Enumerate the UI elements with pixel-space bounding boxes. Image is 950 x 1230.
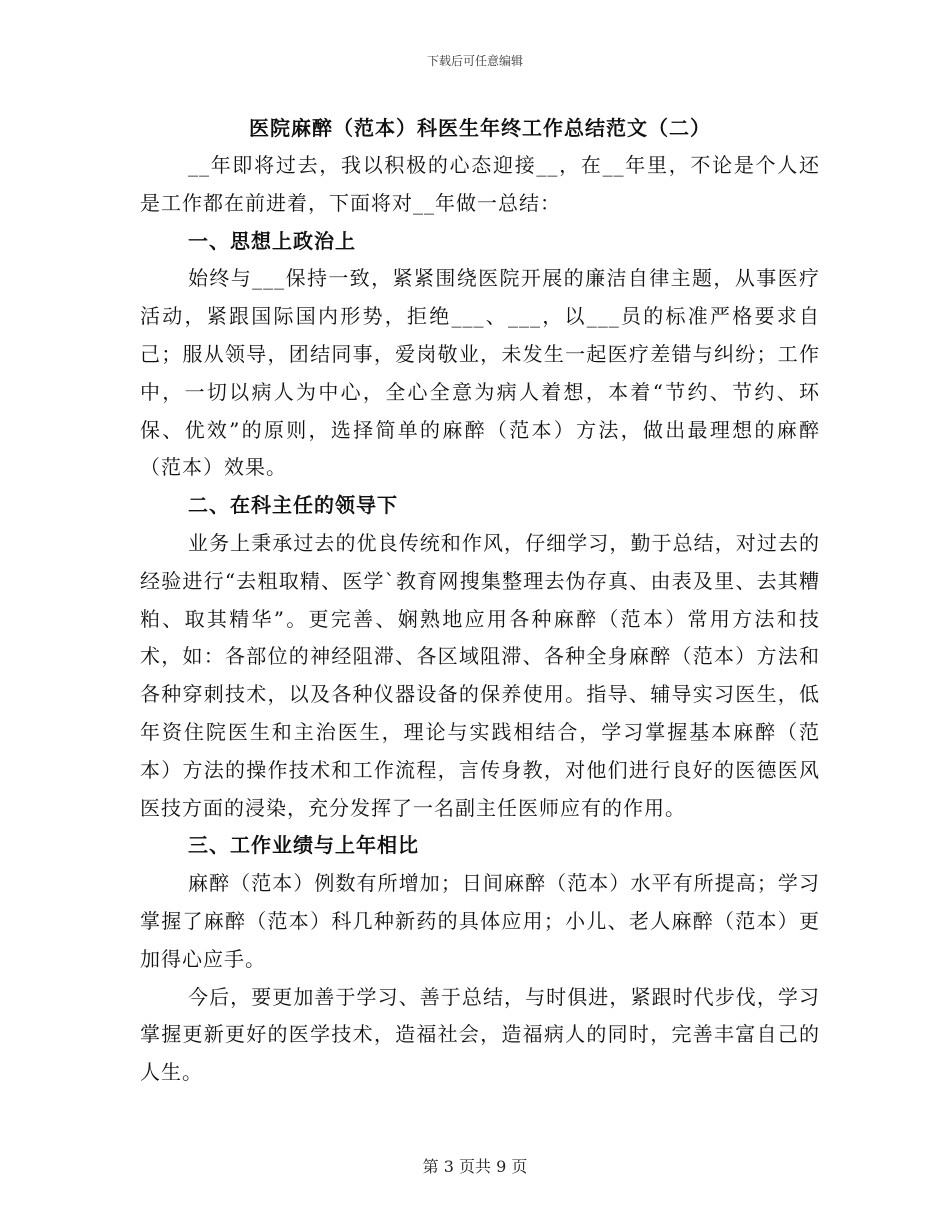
document-body — [140, 110, 820, 1092]
section-3-paragraph-2: 今后，要更加善于学习、善于总结，与时俱进，紧跟时代步伐，学习掌握更新更好的医学技术，造福社会，造福病人的同时，完善丰富自己的人生。 — [140, 984, 820, 1085]
page-number: 第 3 页共 9 页 — [422, 1157, 528, 1176]
document-title: 医院麻醉（范本）科医生年终工作总结范文（二） — [249, 116, 711, 140]
section-heading-2: 二、在科主任的领导下 — [188, 493, 398, 518]
section-heading-1: 一、思想上政治上 — [188, 228, 356, 253]
header-note: 下载后可任意编辑 — [426, 54, 523, 68]
section-1-paragraph-1: 始终与___保持一致，紧紧围绕医院开展的廉洁自律主题，从事医疗活动，紧跟国际国内形势，拒绝___、___，以___员的标准严格要求自己；服从领导，团结同事，爱岗敬业，未发生一起医疗差错与纠纷；工作中，一切以病人为中心，全心全意为病人着想，本着“节约、节约、环保、优效”的原则，选择简单的麻醉（范本）方法，做出最理想的麻醉（范本）效果。 — [140, 266, 820, 480]
section-3-paragraph-1: 麻醉（范本）例数有所增加；日间麻醉（范本）水平有所提高；学习掌握了麻醉（范本）科几种新药的具体应用；小儿、老人麻醉（范本）更加得心应手。 — [140, 871, 820, 971]
section-2-paragraph-1: 业务上秉承过去的优良传统和作风，仔细学习，勤于总结，对过去的经验进行“去粗取精、医学`教育网搜集整理去伪存真、由表及里、去其糟粕、取其精华”。更完善、娴熟地应用各种麻醉（范本）常用方法和技术，如：各部位的神经阻滞、各区域阻滞、各种全身麻醉（范本）方法和各种穿刺技术，以及各种仪器设备的保养使用。指导、辅导实习医生，低年资住院医生和主治医生，理论与实践相结合，学习掌握基本麻醉（范本）方法的操作技术和工作流程，言传身教，对他们进行良好的医德医风医技方面的浸染，充分发挥了一名副主任医师应有的作用。 — [140, 530, 820, 820]
intro-paragraph: __年即将过去，我以积极的心态迎接__，在__年里，不论是个人还是工作都在前进着，下面将对__年做一总结： — [140, 153, 820, 215]
section-heading-3: 三、工作业绩与上年相比 — [188, 833, 419, 858]
